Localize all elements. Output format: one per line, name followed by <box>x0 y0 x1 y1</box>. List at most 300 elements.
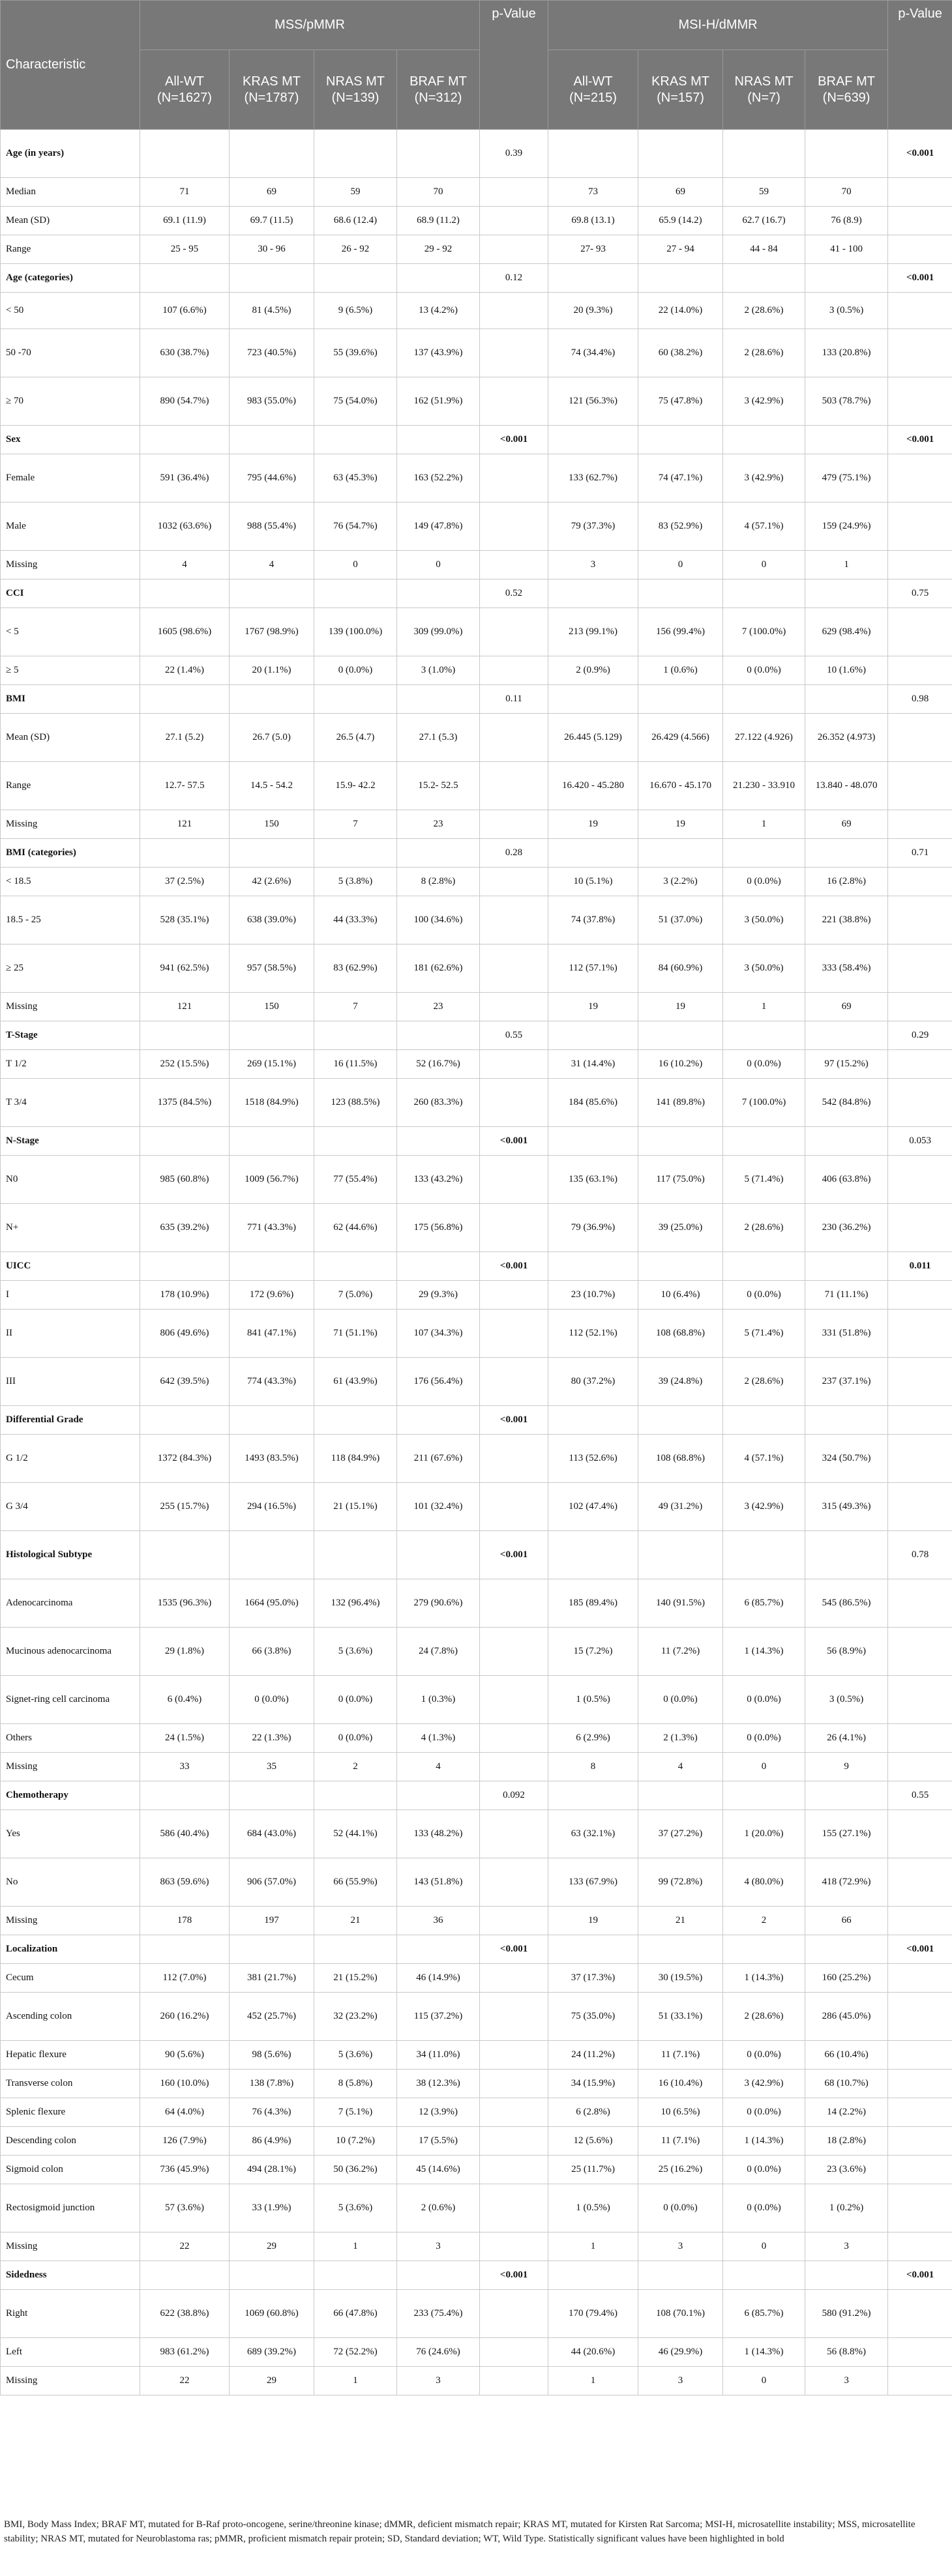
value-cell: 3 <box>548 551 638 579</box>
value-cell: 1 (0.5%) <box>548 2184 638 2232</box>
header-subcol: NRAS MT (N=7) <box>723 50 805 130</box>
value-cell: 4 (57.1%) <box>723 1435 805 1483</box>
value-cell: 0 (0.0%) <box>723 1676 805 1724</box>
empty-cell <box>548 1531 638 1579</box>
empty-cell <box>888 1483 952 1531</box>
value-cell: 21.230 - 33.910 <box>723 762 805 810</box>
empty-cell <box>638 264 723 293</box>
value-cell: 62 (44.6%) <box>314 1204 397 1252</box>
empty-cell <box>888 896 952 944</box>
value-cell: 68 (10.7%) <box>805 2070 888 2098</box>
section-label: Histological Subtype <box>1 1531 140 1579</box>
empty-cell <box>638 1021 723 1050</box>
table-row <box>1 810 952 839</box>
table-row <box>1 2127 952 2156</box>
value-cell: 121 (56.3%) <box>548 377 638 426</box>
empty-cell <box>888 207 952 235</box>
value-cell: 8 (2.8%) <box>397 868 480 896</box>
value-cell: 736 (45.9%) <box>140 2156 230 2184</box>
empty-cell <box>140 685 230 714</box>
value-cell: 309 (99.0%) <box>397 608 480 656</box>
header-subcol: KRAS MT (N=1787) <box>230 50 314 130</box>
row-label: Cecum <box>1 1964 140 1993</box>
empty-cell <box>548 1406 638 1435</box>
empty-cell <box>480 235 548 264</box>
value-cell: 6 (2.9%) <box>548 1724 638 1753</box>
value-cell: 76 (24.6%) <box>397 2338 480 2367</box>
row-label: Range <box>1 235 140 264</box>
value-cell: 181 (62.6%) <box>397 944 480 993</box>
value-cell: 4 <box>140 551 230 579</box>
empty-cell <box>888 1435 952 1483</box>
value-cell: 12.7- 57.5 <box>140 762 230 810</box>
value-cell: 22 (1.3%) <box>230 1724 314 1753</box>
value-cell: 11 (7.1%) <box>638 2127 723 2156</box>
row-label: Transverse colon <box>1 2070 140 2098</box>
empty-cell <box>140 264 230 293</box>
value-cell: 1009 (56.7%) <box>230 1156 314 1204</box>
empty-cell <box>230 1406 314 1435</box>
value-cell: 19 <box>548 993 638 1021</box>
value-cell: 4 (80.0%) <box>723 1858 805 1907</box>
value-cell: 22 (1.4%) <box>140 656 230 685</box>
empty-cell <box>723 1531 805 1579</box>
section-label: N-Stage <box>1 1127 140 1156</box>
table-row <box>1 1724 952 1753</box>
value-cell: 7 (5.0%) <box>314 1281 397 1310</box>
value-cell: 2 (0.6%) <box>397 2184 480 2232</box>
empty-cell <box>314 1781 397 1810</box>
value-cell: 16 (10.4%) <box>638 2070 723 2098</box>
value-cell: 983 (61.2%) <box>140 2338 230 2367</box>
row-label: Missing <box>1 993 140 1021</box>
empty-cell <box>230 2261 314 2290</box>
empty-cell <box>888 656 952 685</box>
value-cell: 5 (71.4%) <box>723 1310 805 1358</box>
empty-cell <box>140 426 230 454</box>
empty-cell <box>888 235 952 264</box>
value-cell: 890 (54.7%) <box>140 377 230 426</box>
empty-cell <box>480 2098 548 2127</box>
empty-cell <box>723 1252 805 1281</box>
value-cell: 10 (6.5%) <box>638 2098 723 2127</box>
empty-cell <box>480 503 548 551</box>
value-cell: 22 (14.0%) <box>638 293 723 329</box>
value-cell: 20 (9.3%) <box>548 293 638 329</box>
empty-cell <box>230 1781 314 1810</box>
empty-cell <box>805 839 888 868</box>
empty-cell <box>230 1127 314 1156</box>
empty-cell <box>888 2070 952 2098</box>
empty-cell <box>480 762 548 810</box>
table-body <box>1 130 952 2395</box>
header-group-mss-pmmr: MSS/pMMR <box>140 1 480 50</box>
value-cell: 133 (20.8%) <box>805 329 888 377</box>
empty-cell <box>888 2127 952 2156</box>
value-cell: 452 (25.7%) <box>230 1993 314 2041</box>
section-label: Localization <box>1 1935 140 1964</box>
value-cell: 34 (15.9%) <box>548 2070 638 2098</box>
value-cell: 983 (55.0%) <box>230 377 314 426</box>
empty-cell <box>480 1810 548 1858</box>
table-row <box>1 2338 952 2367</box>
row-label: Mean (SD) <box>1 714 140 762</box>
table-row <box>1 2232 952 2261</box>
empty-cell <box>314 839 397 868</box>
value-cell: 123 (88.5%) <box>314 1079 397 1127</box>
p-value-mss: 0.55 <box>480 1021 548 1050</box>
value-cell: 184 (85.6%) <box>548 1079 638 1127</box>
table-row <box>1 1281 952 1310</box>
value-cell: 38 (12.3%) <box>397 2070 480 2098</box>
empty-cell <box>480 608 548 656</box>
value-cell: 418 (72.9%) <box>805 1858 888 1907</box>
value-cell: 5 (71.4%) <box>723 1156 805 1204</box>
p-value-mss: 0.39 <box>480 130 548 178</box>
empty-cell <box>480 993 548 1021</box>
section-row <box>1 685 952 714</box>
empty-cell <box>314 1531 397 1579</box>
value-cell: 1 (14.3%) <box>723 1964 805 1993</box>
table-row <box>1 1907 952 1935</box>
value-cell: 26.445 (5.129) <box>548 714 638 762</box>
empty-cell <box>480 896 548 944</box>
value-cell: 35 <box>230 1753 314 1781</box>
value-cell: 21 <box>638 1907 723 1935</box>
empty-cell <box>230 1252 314 1281</box>
header-subcol: NRAS MT (N=139) <box>314 50 397 130</box>
empty-cell <box>723 1406 805 1435</box>
value-cell: 86 (4.9%) <box>230 2127 314 2156</box>
row-label: Missing <box>1 1907 140 1935</box>
value-cell: 27 - 94 <box>638 235 723 264</box>
value-cell: 15.9- 42.2 <box>314 762 397 810</box>
value-cell: 4 <box>638 1753 723 1781</box>
row-label: III <box>1 1358 140 1406</box>
value-cell: 31 (14.4%) <box>548 1050 638 1079</box>
value-cell: 7 (5.1%) <box>314 2098 397 2127</box>
value-cell: 10 (1.6%) <box>805 656 888 685</box>
empty-cell <box>723 1127 805 1156</box>
empty-cell <box>638 685 723 714</box>
value-cell: 63 (32.1%) <box>548 1810 638 1858</box>
table-row <box>1 1964 952 1993</box>
value-cell: 1605 (98.6%) <box>140 608 230 656</box>
p-value-msi: 0.011 <box>888 1252 952 1281</box>
p-value-msi: <0.001 <box>888 426 952 454</box>
empty-cell <box>314 579 397 608</box>
row-label: T 1/2 <box>1 1050 140 1079</box>
value-cell: 0 (0.0%) <box>230 1676 314 1724</box>
empty-cell <box>230 685 314 714</box>
row-label: Median <box>1 178 140 207</box>
empty-cell <box>314 1021 397 1050</box>
value-cell: 19 <box>548 810 638 839</box>
value-cell: 138 (7.8%) <box>230 2070 314 2098</box>
value-cell: 160 (25.2%) <box>805 1964 888 1993</box>
empty-cell <box>888 810 952 839</box>
table-row <box>1 2156 952 2184</box>
value-cell: 16 (2.8%) <box>805 868 888 896</box>
empty-cell <box>888 1724 952 1753</box>
empty-cell <box>230 579 314 608</box>
row-label: Adenocarcinoma <box>1 1579 140 1628</box>
empty-cell <box>397 1531 480 1579</box>
empty-cell <box>888 1050 952 1079</box>
value-cell: 76 (8.9) <box>805 207 888 235</box>
empty-cell <box>480 1204 548 1252</box>
value-cell: 1493 (83.5%) <box>230 1435 314 1483</box>
empty-cell <box>888 503 952 551</box>
table-row <box>1 2098 952 2127</box>
empty-cell <box>723 685 805 714</box>
value-cell: 26.429 (4.566) <box>638 714 723 762</box>
value-cell: 101 (32.4%) <box>397 1483 480 1531</box>
value-cell: 3 (42.9%) <box>723 1483 805 1531</box>
empty-cell <box>888 293 952 329</box>
row-label: Splenic flexure <box>1 2098 140 2127</box>
empty-cell <box>888 1993 952 2041</box>
empty-cell <box>314 130 397 178</box>
empty-cell <box>548 2261 638 2290</box>
value-cell: 71 <box>140 178 230 207</box>
table-row <box>1 762 952 810</box>
section-label: Age (categories) <box>1 264 140 293</box>
value-cell: 55 (39.6%) <box>314 329 397 377</box>
empty-cell <box>888 1858 952 1907</box>
value-cell: 16.420 - 45.280 <box>548 762 638 810</box>
value-cell: 0 <box>397 551 480 579</box>
empty-cell <box>480 2127 548 2156</box>
empty-cell <box>480 1676 548 1724</box>
value-cell: 260 (83.3%) <box>397 1079 480 1127</box>
empty-cell <box>397 839 480 868</box>
value-cell: 635 (39.2%) <box>140 1204 230 1252</box>
value-cell: 50 (36.2%) <box>314 2156 397 2184</box>
value-cell: 175 (56.8%) <box>397 1204 480 1252</box>
p-value-msi: 0.053 <box>888 1127 952 1156</box>
empty-cell <box>397 1781 480 1810</box>
value-cell: 689 (39.2%) <box>230 2338 314 2367</box>
value-cell: 1 <box>723 993 805 1021</box>
value-cell: 155 (27.1%) <box>805 1810 888 1858</box>
value-cell: 0 (0.0%) <box>723 2098 805 2127</box>
section-row <box>1 1531 952 1579</box>
empty-cell <box>140 1252 230 1281</box>
empty-cell <box>140 1935 230 1964</box>
section-label: BMI (categories) <box>1 839 140 868</box>
value-cell: 69 <box>805 810 888 839</box>
value-cell: 75 (54.0%) <box>314 377 397 426</box>
empty-cell <box>888 1358 952 1406</box>
value-cell: 160 (10.0%) <box>140 2070 230 2098</box>
empty-cell <box>805 685 888 714</box>
value-cell: 150 <box>230 810 314 839</box>
value-cell: 29 (1.8%) <box>140 1628 230 1676</box>
value-cell: 638 (39.0%) <box>230 896 314 944</box>
value-cell: 59 <box>314 178 397 207</box>
value-cell: 61 (43.9%) <box>314 1358 397 1406</box>
row-label: Others <box>1 1724 140 1753</box>
row-label: Left <box>1 2338 140 2367</box>
empty-cell <box>638 130 723 178</box>
empty-cell <box>638 579 723 608</box>
empty-cell <box>480 944 548 993</box>
header-pvalue-1: p-Value <box>480 1 548 130</box>
empty-cell <box>888 1079 952 1127</box>
value-cell: 503 (78.7%) <box>805 377 888 426</box>
p-value-mss: <0.001 <box>480 1127 548 1156</box>
header-pvalue-2: p-Value <box>888 1 952 130</box>
table-row <box>1 896 952 944</box>
value-cell: 4 <box>397 1753 480 1781</box>
empty-cell <box>480 1724 548 1753</box>
p-value-mss: <0.001 <box>480 2261 548 2290</box>
empty-cell <box>888 2338 952 2367</box>
section-row <box>1 1781 952 1810</box>
empty-cell <box>888 1628 952 1676</box>
value-cell: 771 (43.3%) <box>230 1204 314 1252</box>
value-cell: 3 (50.0%) <box>723 896 805 944</box>
value-cell: 118 (84.9%) <box>314 1435 397 1483</box>
value-cell: 76 (4.3%) <box>230 2098 314 2127</box>
table-row <box>1 1858 952 1907</box>
value-cell: 230 (36.2%) <box>805 1204 888 1252</box>
value-cell: 630 (38.7%) <box>140 329 230 377</box>
row-label: Ascending colon <box>1 1993 140 2041</box>
value-cell: 121 <box>140 993 230 1021</box>
value-cell: 213 (99.1%) <box>548 608 638 656</box>
value-cell: 84 (60.9%) <box>638 944 723 993</box>
value-cell: 1535 (96.3%) <box>140 1579 230 1628</box>
p-value-msi: <0.001 <box>888 130 952 178</box>
value-cell: 5 (3.6%) <box>314 2041 397 2070</box>
value-cell: 2 (28.6%) <box>723 293 805 329</box>
value-cell: 2 (28.6%) <box>723 329 805 377</box>
value-cell: 112 (7.0%) <box>140 1964 230 1993</box>
value-cell: 0 <box>723 2367 805 2395</box>
value-cell: 0 <box>723 551 805 579</box>
value-cell: 69.8 (13.1) <box>548 207 638 235</box>
value-cell: 542 (84.8%) <box>805 1079 888 1127</box>
value-cell: 133 (67.9%) <box>548 1858 638 1907</box>
empty-cell <box>888 329 952 377</box>
table-row <box>1 293 952 329</box>
empty-cell <box>480 454 548 503</box>
value-cell: 176 (56.4%) <box>397 1358 480 1406</box>
value-cell: 17 (5.5%) <box>397 2127 480 2156</box>
value-cell: 22 <box>140 2367 230 2395</box>
value-cell: 69 <box>805 993 888 1021</box>
value-cell: 406 (63.8%) <box>805 1156 888 1204</box>
empty-cell <box>480 1858 548 1907</box>
section-row <box>1 130 952 178</box>
value-cell: 44 (20.6%) <box>548 2338 638 2367</box>
value-cell: 12 (3.9%) <box>397 2098 480 2127</box>
empty-cell <box>480 178 548 207</box>
value-cell: 44 (33.3%) <box>314 896 397 944</box>
value-cell: 774 (43.3%) <box>230 1358 314 1406</box>
p-value-msi: <0.001 <box>888 264 952 293</box>
empty-cell <box>723 264 805 293</box>
value-cell: 3 (2.2%) <box>638 868 723 896</box>
empty-cell <box>805 579 888 608</box>
value-cell: 806 (49.6%) <box>140 1310 230 1358</box>
empty-cell <box>805 1935 888 1964</box>
value-cell: 19 <box>638 810 723 839</box>
p-value-msi: 0.71 <box>888 839 952 868</box>
table-row <box>1 868 952 896</box>
empty-cell <box>805 426 888 454</box>
value-cell: 69.7 (11.5) <box>230 207 314 235</box>
empty-cell <box>480 551 548 579</box>
empty-cell <box>140 839 230 868</box>
value-cell: 121 <box>140 810 230 839</box>
empty-cell <box>397 685 480 714</box>
empty-cell <box>480 1579 548 1628</box>
value-cell: 6 (85.7%) <box>723 1579 805 1628</box>
value-cell: 113 (52.6%) <box>548 1435 638 1483</box>
value-cell: 56 (8.9%) <box>805 1628 888 1676</box>
empty-cell <box>888 993 952 1021</box>
empty-cell <box>480 810 548 839</box>
empty-cell <box>314 1935 397 1964</box>
value-cell: 2 <box>723 1907 805 1935</box>
value-cell: 26.352 (4.973) <box>805 714 888 762</box>
value-cell: 11 (7.1%) <box>638 2041 723 2070</box>
value-cell: 1 <box>314 2232 397 2261</box>
value-cell: 68.9 (11.2) <box>397 207 480 235</box>
value-cell: 10 (6.4%) <box>638 1281 723 1310</box>
value-cell: 286 (45.0%) <box>805 1993 888 2041</box>
value-cell: 30 (19.5%) <box>638 1964 723 1993</box>
section-row <box>1 579 952 608</box>
table-row <box>1 1050 952 1079</box>
value-cell: 75 (47.8%) <box>638 377 723 426</box>
value-cell: 1664 (95.0%) <box>230 1579 314 1628</box>
value-cell: 33 (1.9%) <box>230 2184 314 2232</box>
value-cell: 23 <box>397 810 480 839</box>
value-cell: 29 - 92 <box>397 235 480 264</box>
value-cell: 1 (20.0%) <box>723 1810 805 1858</box>
value-cell: 26.5 (4.7) <box>314 714 397 762</box>
value-cell: 1 <box>723 810 805 839</box>
value-cell: 132 (96.4%) <box>314 1579 397 1628</box>
empty-cell <box>888 1964 952 1993</box>
row-label: Sigmoid colon <box>1 2156 140 2184</box>
value-cell: 9 (6.5%) <box>314 293 397 329</box>
empty-cell <box>140 1781 230 1810</box>
value-cell: 163 (52.2%) <box>397 454 480 503</box>
value-cell: 27- 93 <box>548 235 638 264</box>
value-cell: 25 (11.7%) <box>548 2156 638 2184</box>
empty-cell <box>638 1935 723 1964</box>
row-label: I <box>1 1281 140 1310</box>
value-cell: 71 (51.1%) <box>314 1310 397 1358</box>
empty-cell <box>888 454 952 503</box>
empty-cell <box>480 329 548 377</box>
row-label: Descending colon <box>1 2127 140 2156</box>
empty-cell <box>638 839 723 868</box>
header-characteristic: Characteristic <box>1 1 140 130</box>
value-cell: 3 (0.5%) <box>805 293 888 329</box>
value-cell: 1 <box>805 551 888 579</box>
empty-cell <box>548 1781 638 1810</box>
value-cell: 20 (1.1%) <box>230 656 314 685</box>
header-subcol: KRAS MT (N=157) <box>638 50 723 130</box>
value-cell: 3 <box>397 2367 480 2395</box>
value-cell: 26 (4.1%) <box>805 1724 888 1753</box>
